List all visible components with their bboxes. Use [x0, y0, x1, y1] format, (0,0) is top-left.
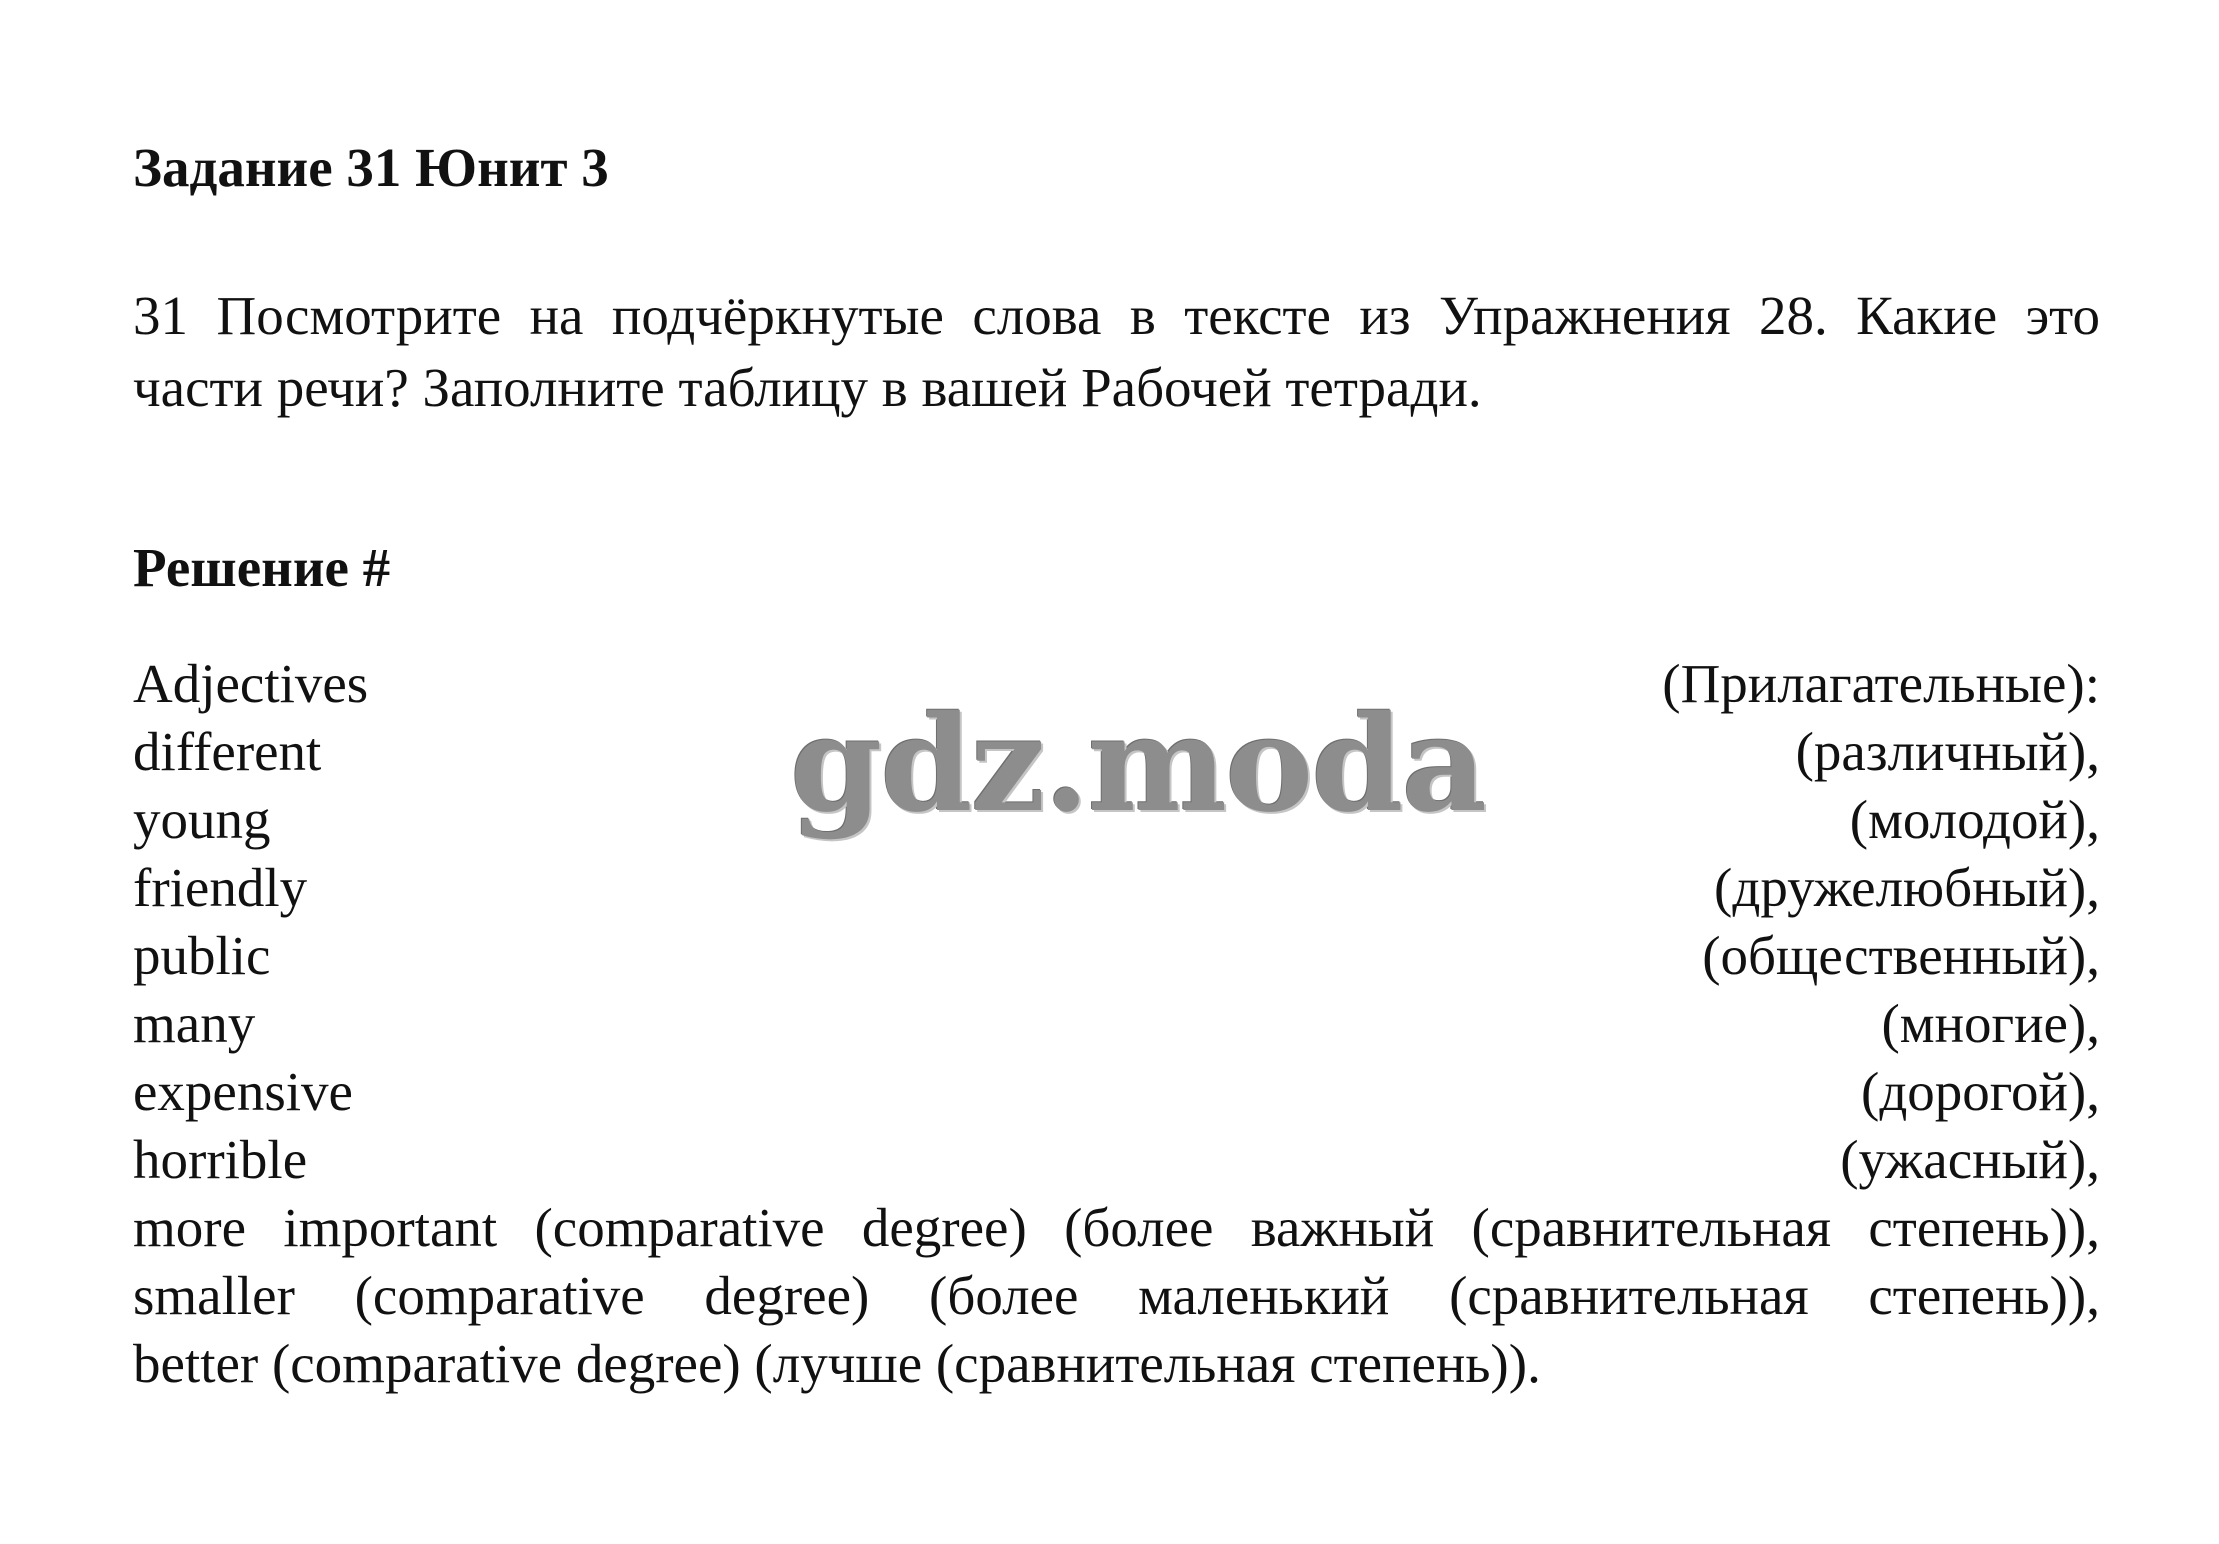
answer-line-smaller: smaller (comparative degree) (более маленький (сравнительная степень)),	[133, 1265, 2100, 1326]
answer-row	[133, 922, 2100, 990]
answer-word-en: many	[133, 993, 256, 1054]
answer-word-ru: (молодой),	[1849, 789, 2100, 850]
task-title: Задание 31 Юнит 3	[133, 137, 609, 198]
answer-row	[133, 990, 2100, 1058]
task-text-line-1: 31 Посмотрите на подчёркнутые слова в тексте из Упражнения 28. Какие это	[133, 285, 2100, 346]
answer-word-en: public	[133, 925, 271, 986]
answer-word-ru: (дружелюбный),	[1714, 857, 2100, 918]
answer-word-ru: (различный),	[1795, 721, 2100, 782]
answer-word-en: young	[133, 789, 271, 850]
solution-title: Решение #	[133, 537, 391, 598]
answer-header-en: Adjectives	[133, 653, 369, 714]
answer-line-better: better (comparative degree) (лучше (сравнительная степень)).	[133, 1333, 1541, 1394]
task-text	[133, 280, 2100, 424]
task-text-line-2: части речи? Заполните таблицу в вашей Рабочей тетради.	[133, 357, 1482, 418]
answer-word-en: different	[133, 721, 322, 782]
answer-word-ru: (ужасный),	[1840, 1129, 2100, 1190]
answer-word-ru: (общественный),	[1702, 925, 2100, 986]
answer-word-en: friendly	[133, 857, 308, 918]
watermark-logo: gdz.moda	[790, 687, 1486, 842]
answer-word-en: horrible	[133, 1129, 308, 1190]
answer-word-ru: (многие),	[1881, 993, 2100, 1054]
answer-word-en: expensive	[133, 1061, 353, 1122]
answer-row	[133, 1058, 2100, 1126]
answer-line-more-important: more important (comparative degree) (более важный (сравнительная степень)),	[133, 1197, 2100, 1258]
answer-row	[133, 854, 2100, 922]
answer-row	[133, 1126, 2100, 1194]
answer-word-ru: (дорогой),	[1861, 1061, 2100, 1122]
answer-header-ru: (Прилагательные):	[1662, 653, 2100, 714]
